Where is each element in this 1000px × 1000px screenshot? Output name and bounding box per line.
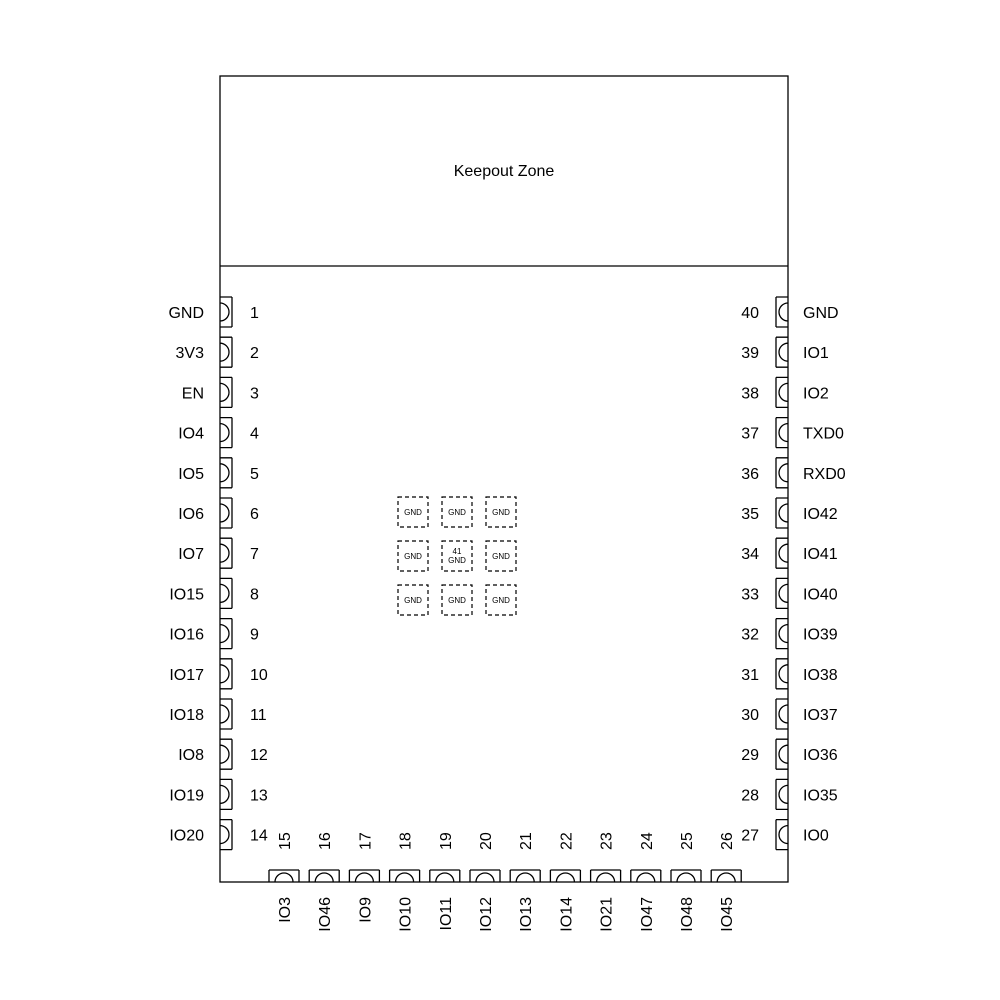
pin-number: 1 xyxy=(250,305,259,322)
gnd-pad xyxy=(398,585,428,615)
right-pin-row xyxy=(741,297,846,850)
castellated-pad xyxy=(776,619,788,649)
castellated-pad xyxy=(776,418,788,448)
pin-number: 22 xyxy=(558,832,576,850)
keepout-zone-label: Keepout Zone xyxy=(453,163,555,180)
gnd-pad-label: GND xyxy=(492,508,510,517)
pin-name: IO19 xyxy=(169,787,204,805)
pin-pad-right xyxy=(741,699,838,729)
castellated-pad xyxy=(470,870,500,882)
pin-number: 18 xyxy=(397,832,415,850)
pin-name: IO39 xyxy=(803,626,838,644)
gnd-pad-label: GND xyxy=(404,508,422,517)
pin-pad-left xyxy=(178,538,259,568)
pin-pad-left xyxy=(169,699,266,729)
gnd-pad xyxy=(442,541,472,571)
pin-number: 28 xyxy=(741,787,759,805)
pin-pad-left xyxy=(178,418,259,448)
pin-name: IO41 xyxy=(803,546,838,564)
castellated-pad xyxy=(220,337,232,367)
pin-name: RXD0 xyxy=(803,465,846,483)
pin-name: IO3 xyxy=(277,897,294,923)
pin-number: 19 xyxy=(437,832,455,850)
pin-pad-right xyxy=(741,498,838,528)
castellated-pad xyxy=(510,870,540,882)
castellated-pad xyxy=(776,458,788,488)
castellated-pad xyxy=(349,870,379,882)
pin-pad-right xyxy=(741,820,829,850)
pin-pad-left xyxy=(178,458,259,488)
pin-pad-right xyxy=(741,659,838,689)
pin-name: IO9 xyxy=(357,897,375,923)
pin-name: IO47 xyxy=(638,897,656,932)
pin-number: 30 xyxy=(741,707,759,724)
pin-name: GND xyxy=(803,305,839,322)
castellated-pad xyxy=(220,377,232,407)
pin-name: IO40 xyxy=(803,586,838,604)
pin-name: IO8 xyxy=(178,747,204,765)
castellated-pad xyxy=(220,739,232,769)
gnd-pad-label: GND xyxy=(492,552,510,561)
pin-name: IO5 xyxy=(178,465,204,483)
pin-name: IO15 xyxy=(169,586,204,604)
castellated-pad xyxy=(776,739,788,769)
pin-pad-right xyxy=(741,458,846,488)
pin-name: IO42 xyxy=(803,506,838,523)
castellated-pad xyxy=(776,779,788,809)
gnd-pad-label: GND xyxy=(404,596,422,605)
pin-pad-right xyxy=(741,739,838,769)
pin-number: 10 xyxy=(250,666,268,684)
pin-pad-right xyxy=(741,619,838,649)
pin-number: 23 xyxy=(598,832,616,850)
pin-pad-left xyxy=(169,619,259,649)
castellated-pad xyxy=(591,870,621,882)
module-outline xyxy=(220,76,788,882)
pin-number: 13 xyxy=(250,787,268,805)
pin-number: 24 xyxy=(638,832,656,850)
gnd-pad-label: GND xyxy=(404,552,422,561)
pin-pad-left xyxy=(169,820,268,850)
gnd-pad-label: GND xyxy=(448,556,466,565)
gnd-pad xyxy=(486,585,516,615)
castellated-pad xyxy=(550,870,580,882)
pin-pad-left xyxy=(176,337,259,367)
pin-name: IO36 xyxy=(803,747,838,765)
pin-name: IO38 xyxy=(803,666,838,684)
pin-pad-right xyxy=(741,337,829,367)
pin-number: 36 xyxy=(741,465,759,483)
pin-number: 5 xyxy=(250,465,259,483)
pin-name: IO0 xyxy=(803,827,829,845)
pin-number: 37 xyxy=(741,425,759,443)
castellated-pad xyxy=(776,337,788,367)
pin-name: IO48 xyxy=(679,897,696,932)
pin-name: IO21 xyxy=(598,897,616,932)
gnd-pad xyxy=(398,541,428,571)
pin-name: IO11 xyxy=(437,897,455,931)
pin-number: 20 xyxy=(478,832,495,850)
castellated-pad xyxy=(631,870,661,882)
pin-number: 39 xyxy=(741,345,759,363)
pin-number: 11 xyxy=(250,707,267,724)
pin-name: IO13 xyxy=(518,897,536,932)
pin-number: 35 xyxy=(741,506,759,523)
pin-number: 40 xyxy=(741,305,759,322)
pin-number: 2 xyxy=(250,345,259,363)
pin-name: IO2 xyxy=(803,385,829,403)
pin-pad-right xyxy=(741,418,844,448)
pin-number: 32 xyxy=(741,626,759,644)
castellated-pad xyxy=(220,659,232,689)
pin-number: 31 xyxy=(741,666,759,684)
pin-number: 34 xyxy=(741,546,759,564)
gnd-pad xyxy=(486,541,516,571)
pin-name: IO45 xyxy=(719,897,737,932)
castellated-pad xyxy=(776,659,788,689)
castellated-pad xyxy=(390,870,420,882)
pin-number: 7 xyxy=(250,546,259,564)
pin-number: 33 xyxy=(741,586,759,604)
castellated-pad xyxy=(776,578,788,608)
pin-name: IO10 xyxy=(397,897,415,932)
pin-name: IO17 xyxy=(169,666,204,684)
gnd-pad-label: GND xyxy=(492,596,510,605)
pin-pad-left xyxy=(169,659,268,689)
pin-name: IO7 xyxy=(178,546,204,564)
castellated-pad xyxy=(220,619,232,649)
castellated-pad xyxy=(711,870,741,882)
pin-number: 27 xyxy=(741,827,759,845)
pin-name: IO18 xyxy=(169,707,204,724)
gnd-pad xyxy=(442,497,472,527)
gnd-pad xyxy=(398,497,428,527)
pin-pad-right xyxy=(741,377,829,407)
castellated-pad xyxy=(220,458,232,488)
pin-name: IO16 xyxy=(169,626,204,644)
left-pin-row xyxy=(168,297,267,850)
pin-number: 14 xyxy=(250,827,268,845)
pin-number: 9 xyxy=(250,626,259,644)
pin-pad-right xyxy=(741,779,838,809)
pin-number: 8 xyxy=(250,586,259,604)
castellated-pad xyxy=(430,870,460,882)
pin-number: 12 xyxy=(250,747,268,765)
pin-pad-left xyxy=(169,779,268,809)
castellated-pad xyxy=(671,870,701,882)
gnd-pad-label: GND xyxy=(448,508,466,517)
castellated-pad xyxy=(220,498,232,528)
castellated-pad xyxy=(776,699,788,729)
pin-name: IO35 xyxy=(803,787,838,805)
gnd-pad-number: 41 xyxy=(452,547,462,556)
castellated-pad xyxy=(220,820,232,850)
gnd-pad xyxy=(442,585,472,615)
pin-number: 21 xyxy=(518,832,536,850)
castellated-pad xyxy=(776,538,788,568)
castellated-pad xyxy=(220,779,232,809)
pin-name: TXD0 xyxy=(803,425,844,443)
pin-number: 6 xyxy=(250,506,259,523)
gnd-pad xyxy=(486,497,516,527)
pin-name: IO6 xyxy=(178,506,204,523)
pin-number: 29 xyxy=(741,747,759,765)
pin-number: 16 xyxy=(317,832,335,850)
pin-number: 26 xyxy=(719,832,737,850)
pin-pad-left xyxy=(168,297,259,327)
pin-pad-bottom xyxy=(269,832,299,923)
pin-name: IO46 xyxy=(317,897,335,932)
pin-pad-right xyxy=(741,538,838,568)
pin-number: 3 xyxy=(250,385,259,403)
pin-name: IO1 xyxy=(803,345,829,363)
pin-number: 25 xyxy=(679,832,696,850)
castellated-pad xyxy=(220,538,232,568)
pin-pad-right xyxy=(741,578,838,608)
castellated-pad xyxy=(776,297,788,327)
castellated-pad xyxy=(309,870,339,882)
pin-pad-bottom xyxy=(349,832,379,923)
castellated-pad xyxy=(776,377,788,407)
castellated-pad xyxy=(269,870,299,882)
pin-name: 3V3 xyxy=(175,345,204,363)
pin-pad-left xyxy=(169,578,259,608)
castellated-pad xyxy=(776,820,788,850)
pin-pad-left xyxy=(178,498,259,528)
castellated-pad xyxy=(220,578,232,608)
pin-number: 4 xyxy=(250,425,259,443)
pin-pad-right xyxy=(741,297,838,327)
pin-name: IO20 xyxy=(169,827,204,845)
pin-name: IO12 xyxy=(478,897,495,932)
castellated-pad xyxy=(220,699,232,729)
pin-number: 15 xyxy=(277,832,294,850)
pin-name: IO37 xyxy=(803,707,838,724)
pin-pad-bottom xyxy=(430,832,460,930)
pin-pad-left xyxy=(178,739,268,769)
pin-name: IO14 xyxy=(558,897,576,932)
castellated-pad xyxy=(220,297,232,327)
pin-name: GND xyxy=(168,305,204,322)
pin-name: EN xyxy=(181,385,204,403)
castellated-pad xyxy=(220,418,232,448)
pin-number: 17 xyxy=(357,832,375,850)
pin-name: IO4 xyxy=(178,425,204,443)
pin-number: 38 xyxy=(741,385,759,403)
exposed-gnd-pad-grid xyxy=(398,497,516,615)
gnd-pad-label: GND xyxy=(448,596,466,605)
castellated-pad xyxy=(776,498,788,528)
